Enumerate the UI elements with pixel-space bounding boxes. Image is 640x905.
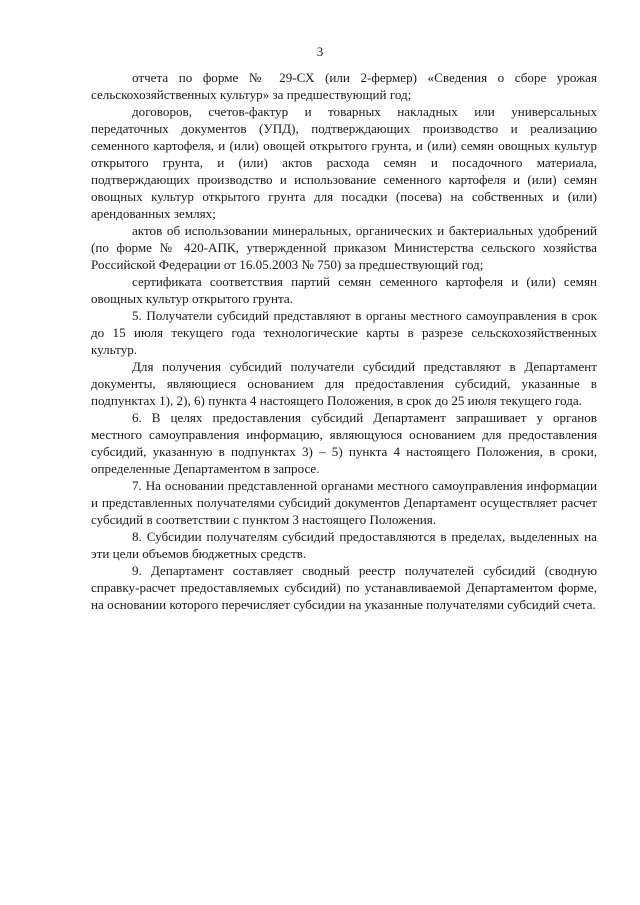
paragraph-form-29-sh: отчета по форме № 29-СХ (или 2-фермер) «Сведения о сборе урожая сельскохозяйственных культур» за предшествующий год; [91, 70, 597, 102]
document-body [91, 69, 597, 613]
page-number: 3 [316, 44, 324, 59]
paragraph-item-9: 9. Департамент составляет сводный реестр получателей субсидий (сводную справку-расчет предоставляемых субсидий) по устанавливаемой Департаментом форме, на основании которого перечисляет субсидии на указанные получателями субсидий счета. [91, 563, 597, 612]
paragraph-item-7: 7. На основании представленной органами местного самоуправления информации и представленных получателями субсидий документов Департамент осуществляет расчет субсидий в соответствии с пунктом 3 настоящего Положения. [91, 478, 597, 527]
paragraph-item-6: 6. В целях предоставления субсидий Департамент запрашивает у органов местного самоуправления информацию, являющуюся основанием для предоставления субсидий, указанную в подпунктах 3) – 5) пункта 4 настоящего Положения, в сроки, определенные Департаментом в запросе. [91, 410, 597, 476]
paragraph-item-8: 8. Субсидии получателям субсидий предоставляются в пределах, выделенных на эти цели объемов бюджетных средств. [91, 529, 597, 561]
paragraph-item-5-documents: Для получения субсидий получатели субсидий представляют в Департамент документы, являющиеся основанием для предоставления субсидий, указанные в подпунктах 1), 2), 6) пункта 4 настоящего Положения, в срок до 25 июля текущего года. [91, 359, 597, 408]
paragraph-seed-certificate: сертификата соответствия партий семян семенного картофеля и (или) семян овощных культур открытого грунта. [91, 274, 597, 306]
paragraph-fertilizer-acts: актов об использовании минеральных, органических и бактериальных удобрений (по форме № 420-АПК, утвержденной приказом Министерства сельского хозяйства Российской Федерации от 16.05.2003 № 750) за предшествующий год; [91, 223, 597, 272]
paragraph-contracts-invoices: договоров, счетов-фактур и товарных накладных или универсальных передаточных документов (УПД), подтверждающих производство и реализацию семенного картофеля, и (или) овощей открытого грунта, и (или) семян овощных культур открытого грунта, и (или) актов расхода семян и посадочного материала, подтверждающих производство и использование семенного картофеля и (или) семян овощных культур открытого грунта для посадки (посева) на собственных и (или) арендованных землях; [91, 104, 597, 221]
paragraph-item-5: 5. Получатели субсидий представляют в органы местного самоуправления в срок до 15 июля текущего года технологические карты в разрезе сельскохозяйственных культур. [91, 308, 597, 357]
